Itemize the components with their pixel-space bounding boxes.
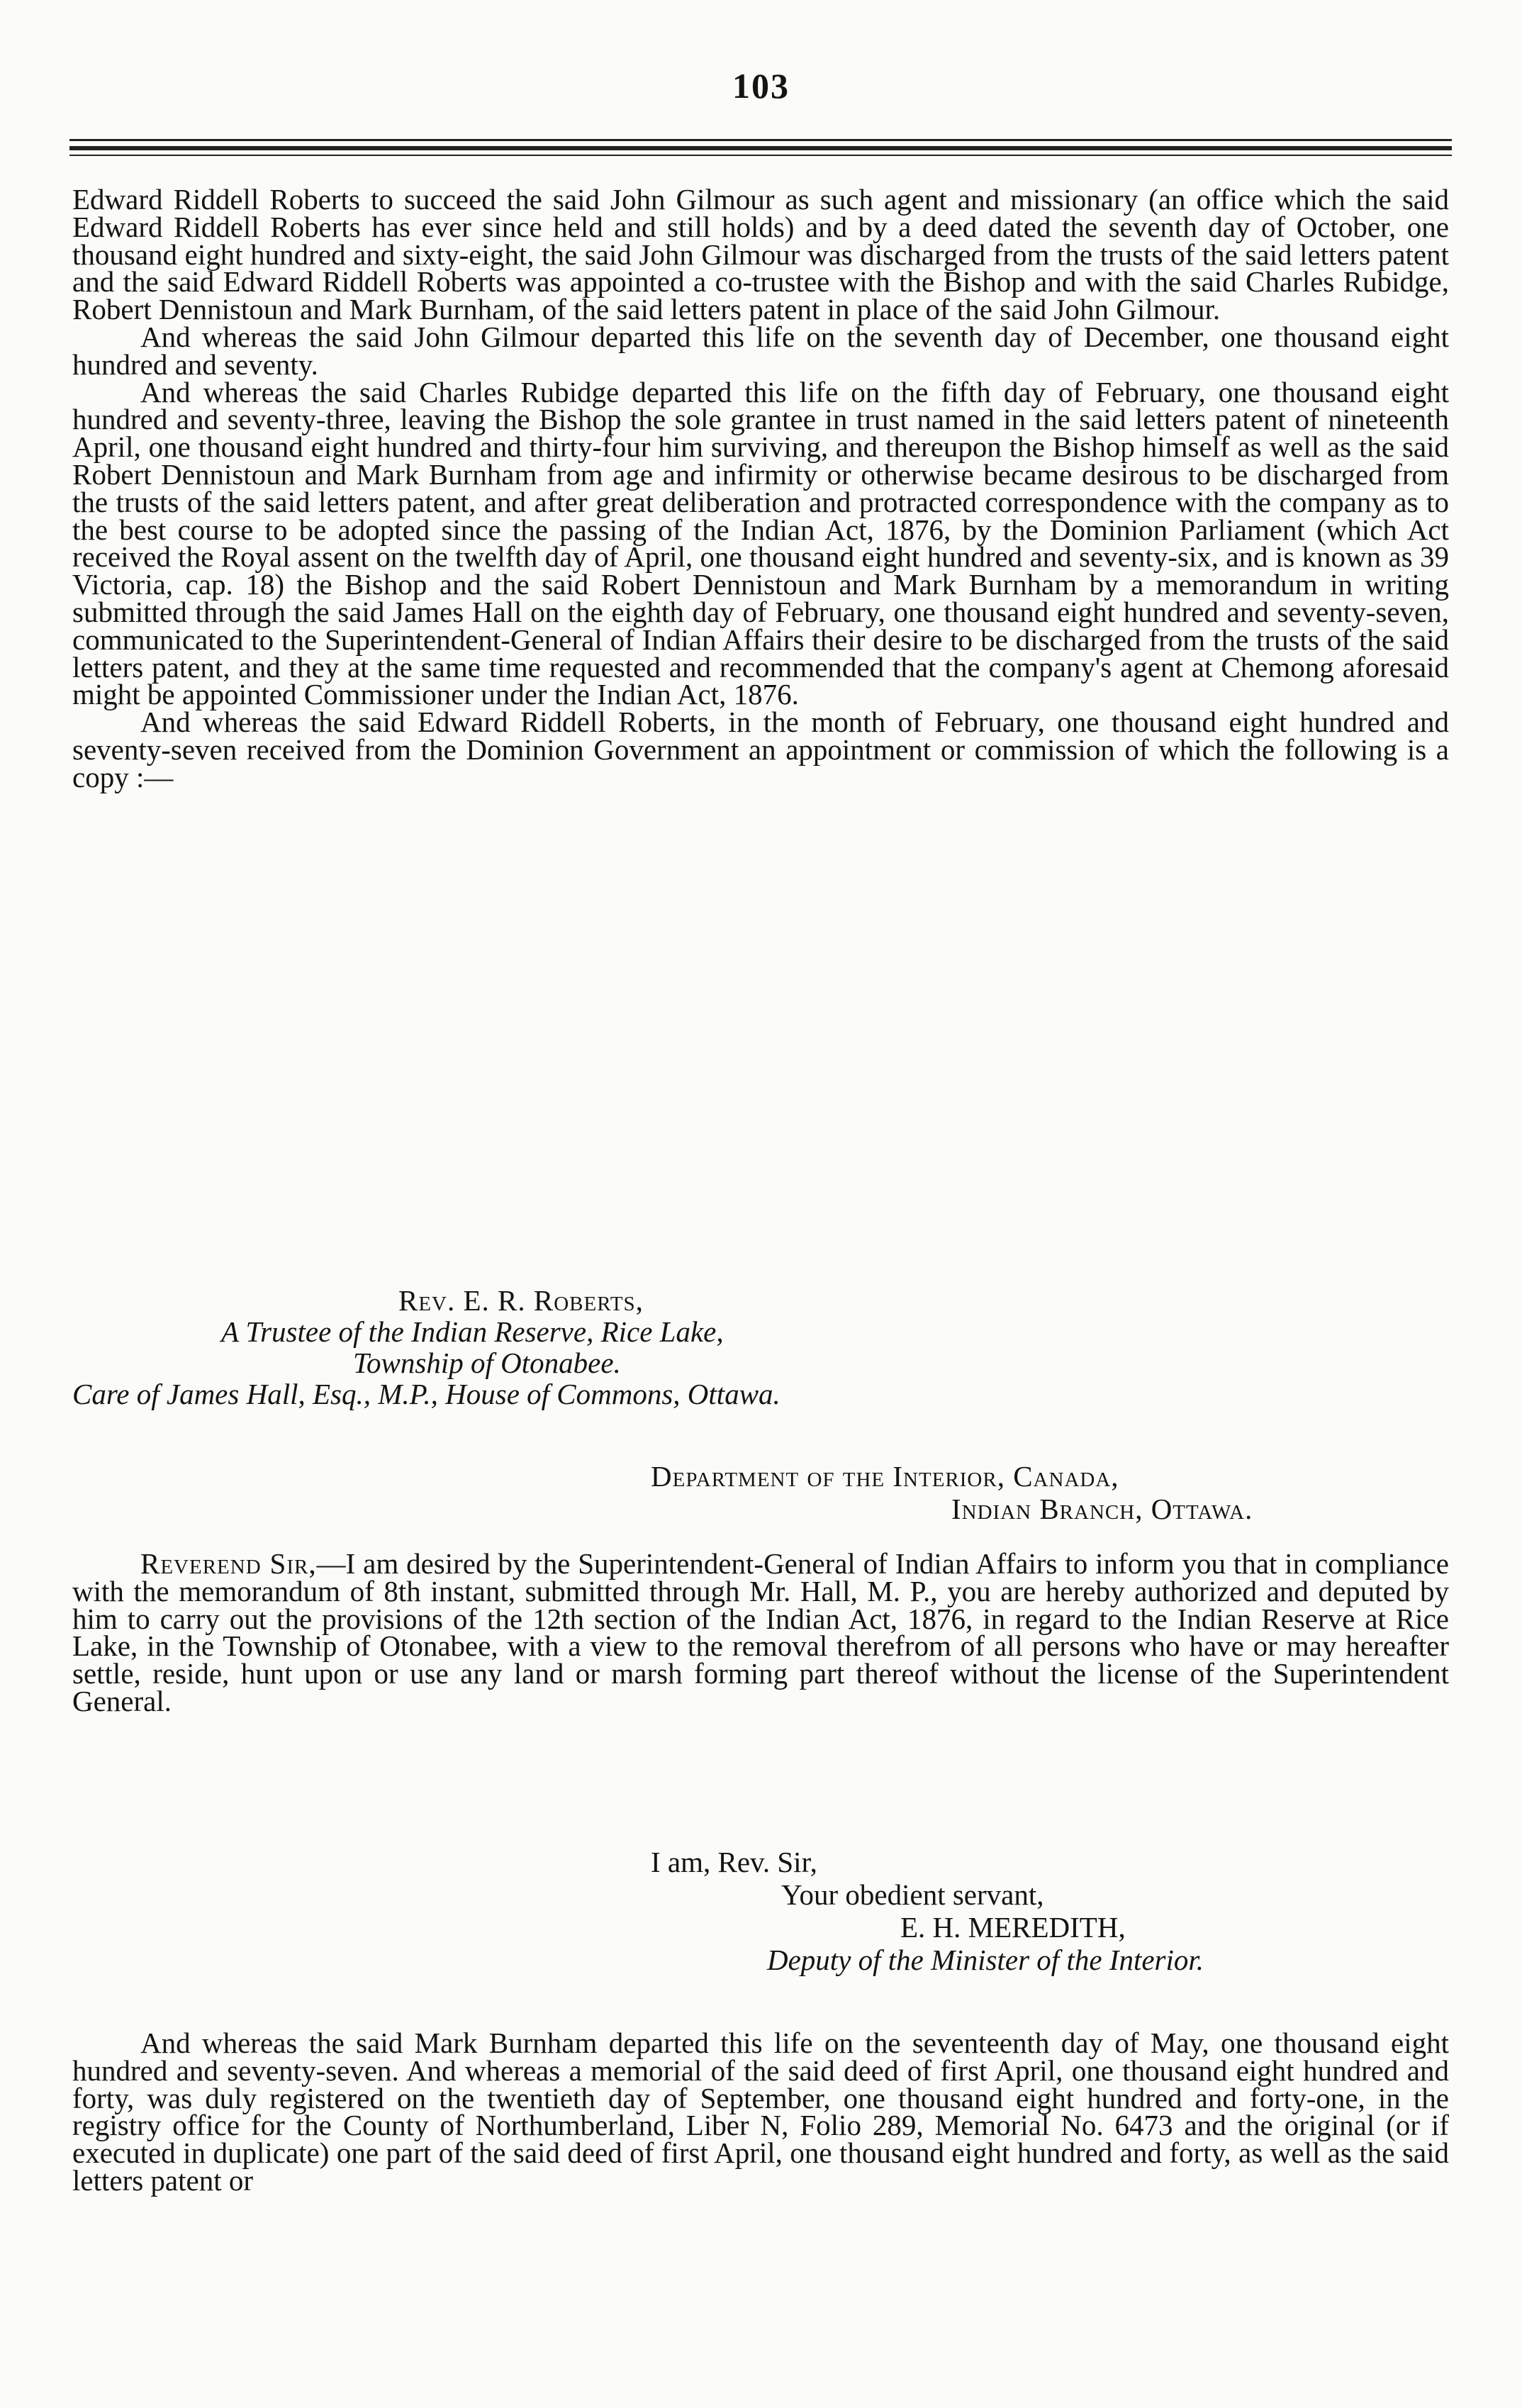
paragraph: Edward Riddell Roberts to succeed the said John Gilmour as such agent and missionary (an office which the said Edward Riddell Roberts has ever since held and still holds) and by a deed dated the seventh day of October, one thousand eight hundred and sixty-eight, the said John Gilmour was discharged from the trusts of the said letters patent and the said Edward Riddell Roberts was appointed a co-trustee with the Bishop and with the said Charles Rubidge, Robert Dennistoun and Mark Burnham, of the said letters patent in place of the said John Gilmour. bbox=[72, 183, 1449, 326]
paragraph: And whereas the said Edward Riddell Roberts, in the month of February, one thousand eight hundred and seventy-seven received from the Dominion Government an appointment or commission of which the following is a copy :— bbox=[72, 706, 1449, 793]
body-text-top bbox=[72, 183, 1449, 793]
letter-signatory-title: Deputy of the Minister of the Interior. bbox=[767, 1944, 1204, 1976]
letter-body bbox=[72, 1547, 1449, 1717]
department-heading: Department of the Interior, Canada, bbox=[651, 1460, 1119, 1493]
header-rule-thin-top bbox=[69, 139, 1452, 141]
header-rule-thick bbox=[69, 146, 1452, 150]
letter-closing: I am, Rev. Sir, bbox=[651, 1846, 817, 1878]
header-rule-thin-bottom bbox=[69, 155, 1452, 156]
page-number: 103 bbox=[732, 66, 790, 106]
address-name: Rev. E. R. Roberts, bbox=[398, 1284, 644, 1317]
letter-signature: E. H. MEREDITH, bbox=[900, 1911, 1126, 1944]
address-line: Township of Otonabee. bbox=[353, 1347, 621, 1379]
letter-salutation: Reverend Sir, bbox=[140, 1547, 317, 1580]
paragraph: And whereas the said Charles Rubidge departed this life on the fifth day of February, one thousand eight hundred and seventy-three, leaving the Bishop the sole grantee in trust named in the said letters patent of nineteenth April, one thousand eight hundred and thirty-four him surviving, and thereupon the Bishop himself as well as the said Robert Dennistoun and Mark Burnham from age and infirmity or otherwise became desirous to be discharged from the trusts of the said letters patent, and after great deliberation and protracted correspondence with the company as to the best course to be adopted since the passing of the Indian Act, 1876, by the Dominion Parliament (which Act received the Royal assent on the twelfth day of April, one thousand eight hundred and seventy-six, and is known as 39 Victoria, cap. 18) the Bishop and the said Robert Dennistoun and Mark Burnham by a memorandum in writing submitted through the said James Hall on the eighth day of February, one thousand eight hundred and seventy-seven, communicated to the Superintendent-General of Indian Affairs their desire to be discharged from the trusts of the said letters patent, and they at the same time requested and recommended that the company's agent at Chemong aforesaid might be appointed Commissioner under the Indian Act, 1876. bbox=[72, 375, 1449, 711]
paragraph: And whereas the said Mark Burnham departed this life on the seventeenth day of May, one thousand eight hundred and seventy-seven. And whereas a memorial of the said deed of first April, one thousand eight hundred and forty, was duly registered on the twentieth day of September, one thousand eight hundred and forty-one, in the registry office for the County of Northumberland, Liber N, Folio 289, Memorial No. 6473 and the original (or if executed in duplicate) one part of the said deed of first April, one thousand eight hundred and forty, as well as the said letters patent or bbox=[72, 2027, 1449, 2197]
letter-closing-servant: Your obedient servant, bbox=[781, 1878, 1044, 1911]
paragraph: And whereas the said John Gilmour departed this life on the seventh day of December, one thousand eight hundred and seventy. bbox=[72, 320, 1449, 381]
department-subheading: Indian Branch, Ottawa. bbox=[951, 1493, 1253, 1525]
body-text-bottom bbox=[72, 2029, 1449, 2195]
address-line: A Trustee of the Indian Reserve, Rice Lake, bbox=[221, 1315, 724, 1348]
address-line: Care of James Hall, Esq., M.P., House of Commons, Ottawa. bbox=[72, 1378, 780, 1410]
letter-text: —I am desired by the Superintendent-General of Indian Affairs to inform you that in compliance with the memorandum of 8th instant, submitted through Mr. Hall, M. P., you are hereby authorized and deputed by him to carry out the provisions of the 12th section of the Indian Act, 1876, in regard to the Indian Reserve at Rice Lake, in the Township of Otonabee, with a view to the removal therefrom of all persons who have or may hereafter settle, reside, hunt upon or use any land or marsh forming part thereof without the license of the Superintendent General. bbox=[72, 1547, 1449, 1717]
